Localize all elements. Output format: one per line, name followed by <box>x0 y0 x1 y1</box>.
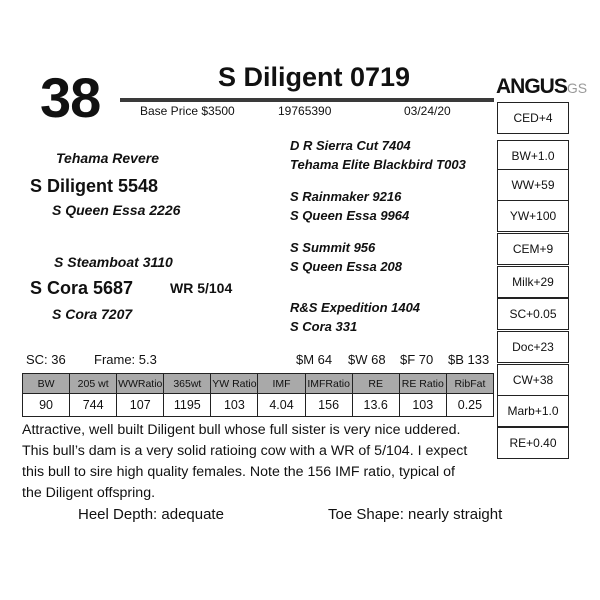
description-text: Attractive, well built Diligent bull whose full sister is very nice uddered. This bull’s dam is a very solid ratioing cow with a WR of 5/104. I expect this bull to sire high quality females. Note the 156 IMF ratio, typical of the Diligent offspring. <box>22 422 468 501</box>
epd-cw: CW+38 <box>497 364 569 396</box>
col-header: 365wt <box>164 374 211 394</box>
epd-re: RE+0.40 <box>497 427 569 459</box>
dam-sire: S Steamboat 3110 <box>54 254 173 270</box>
dam: S Cora 5687 <box>30 278 134 298</box>
epd-doc: Doc+23 <box>497 331 569 363</box>
epd-sc: SC+0.05 <box>497 298 569 330</box>
col-header: IMFRatio <box>305 374 352 394</box>
bull-name-title: S Diligent 0719 <box>217 62 411 92</box>
epd-ww: WW+59 <box>497 169 569 201</box>
performance-header-row <box>23 374 494 394</box>
epd-marb: Marb+1.0 <box>497 395 569 427</box>
performance-table <box>22 373 494 417</box>
dam-dam: S Cora 7207 <box>52 306 133 322</box>
col-header: 205 wt <box>70 374 117 394</box>
col-header: RE Ratio <box>399 374 446 394</box>
col-header: BW <box>23 374 70 394</box>
logo-main-text: ANGUS <box>496 75 567 98</box>
registration-number: 19765390 <box>278 104 332 118</box>
dam-dam-sire: R&S Expedition 1404 <box>290 300 421 315</box>
table-cell: 103 <box>399 394 446 417</box>
sire-sire-sire: D R Sierra Cut 7404 <box>290 138 411 153</box>
sire-dam: S Queen Essa 2226 <box>52 202 181 218</box>
heel-depth: Heel Depth: adequate <box>78 506 224 523</box>
header-rule <box>120 98 494 102</box>
col-header: WWRatio <box>117 374 164 394</box>
toe-shape: Toe Shape: nearly straight <box>328 506 503 523</box>
scrotal-circumference: SC: 36 <box>26 352 66 367</box>
col-header: RibFat <box>446 374 493 394</box>
sire-dam-sire: S Rainmaker 9216 <box>290 189 402 204</box>
col-header: IMF <box>258 374 305 394</box>
dam-dam-dam: S Cora 331 <box>290 319 358 334</box>
sire-sire-dam: Tehama Elite Blackbird T003 <box>290 157 466 172</box>
logo-suffix-text: GS <box>566 80 588 96</box>
angus-gs-logo <box>496 76 587 97</box>
epd-milk: Milk+29 <box>497 266 569 298</box>
epd-cem: CEM+9 <box>497 233 569 265</box>
dollar-f-index: $F 70 <box>400 352 434 367</box>
sire-sire: Tehama Revere <box>56 150 159 166</box>
dam-wr: WR 5/104 <box>170 280 233 296</box>
base-price: Base Price $3500 <box>140 104 235 118</box>
sire: S Diligent 5548 <box>30 176 159 196</box>
epd-ced: CED+4 <box>497 102 569 134</box>
dollar-b-index: $B 133 <box>448 352 490 367</box>
table-cell: 13.6 <box>352 394 399 417</box>
header-info-row <box>120 104 494 118</box>
table-cell: 0.25 <box>446 394 493 417</box>
table-cell: 107 <box>117 394 164 417</box>
dollar-m-index: $M 64 <box>296 352 333 367</box>
table-cell: 90 <box>23 394 70 417</box>
epd-bw: BW+1.0 <box>497 140 569 172</box>
table-cell: 4.04 <box>258 394 305 417</box>
table-cell: 1195 <box>164 394 211 417</box>
birth-date: 03/24/20 <box>404 104 451 118</box>
frame-score: Frame: 5.3 <box>94 352 157 367</box>
table-cell: 156 <box>305 394 352 417</box>
dollar-w-index: $W 68 <box>348 352 386 367</box>
stats-row <box>26 352 494 368</box>
performance-value-row <box>23 394 494 417</box>
dam-sire-dam: S Queen Essa 208 <box>290 259 403 274</box>
sire-dam-dam: S Queen Essa 9964 <box>290 208 410 223</box>
col-header: YW Ratio <box>211 374 258 394</box>
epd-yw: YW+100 <box>497 200 569 232</box>
table-cell: 744 <box>70 394 117 417</box>
lot-number: 38 <box>40 66 101 129</box>
table-cell: 103 <box>211 394 258 417</box>
dam-sire-sire: S Summit 956 <box>290 240 376 255</box>
col-header: RE <box>352 374 399 394</box>
